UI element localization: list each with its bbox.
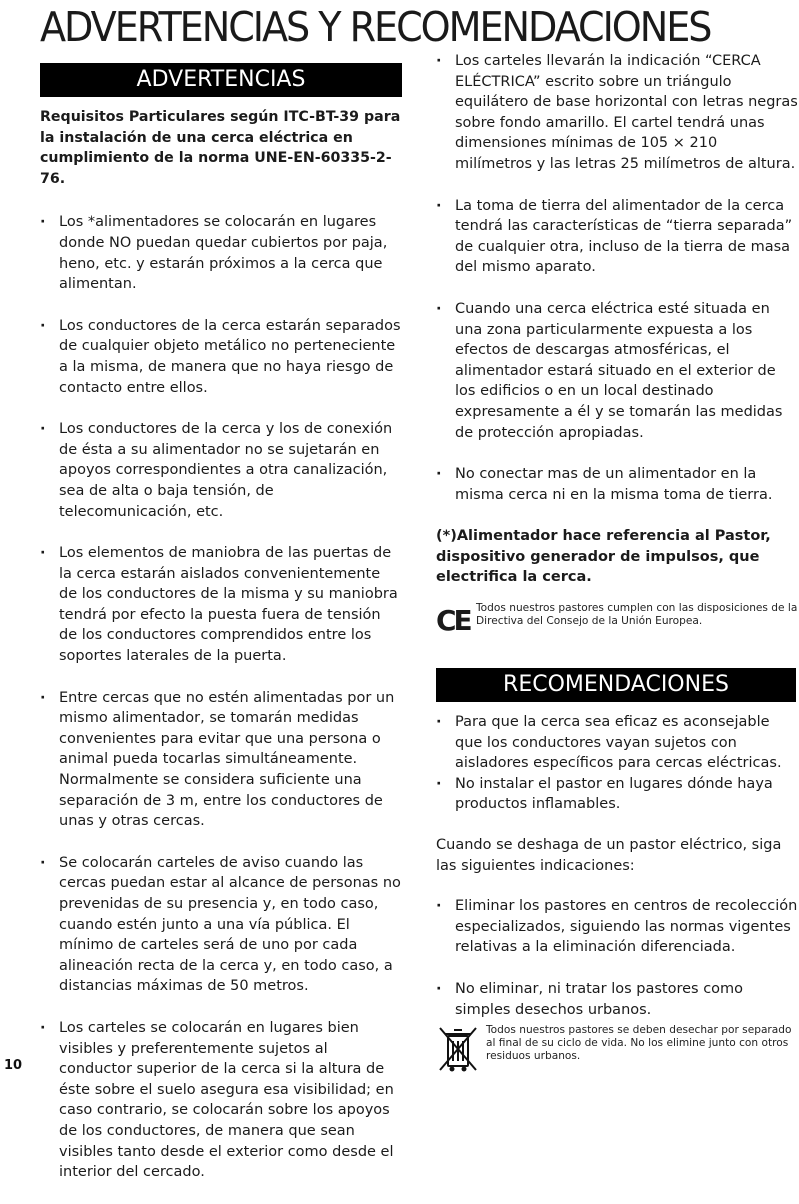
- ce-compliance: [436, 602, 798, 638]
- list-item: · Eliminar los pastores en centros de recolección especializados, siguiendo las normas vigentes relativas a la eliminación diferenciada.: [436, 896, 798, 958]
- advertencias-right-column: [436, 51, 798, 656]
- list-item: · Los *alimentadores se colocarán en lugares donde NO puedan quedar cubiertos por paja, heno, etc. y estarán próximos a la cerca que alimentan.: [40, 212, 402, 294]
- crossed-out-bin-icon: [436, 1024, 480, 1081]
- list-item: · Los carteles llevarán la indicación “CERCA ELÉCTRICA” escrito sobre un triángulo equilátero de base horizontal con letras negras sobre fondo amarillo. El cartel tendrá unas dimensiones mínimas de 105 × 210 milímetros y las letras 25 milímetros de altura.: [436, 51, 798, 175]
- weee-disposal-text: Todos nuestros pastores se deben desechar por separado al final de su ciclo de vida. No los elimine junto con otros residuos urbanos.: [486, 1024, 792, 1062]
- advertencias-heading: ADVERTENCIAS: [40, 63, 402, 97]
- warning-list-left: [40, 212, 402, 1182]
- list-item: · No instalar el pastor en lugares dónde haya productos inflamables.: [436, 774, 798, 815]
- page-title: ADVERTENCIAS Y RECOMENDACIONES: [40, 3, 711, 51]
- alimentador-footnote: (*)Alimentador hace referencia al Pastor, dispositivo generador de impulsos, que electrifica la cerca.: [436, 528, 771, 586]
- list-item: · No eliminar, ni tratar los pastores como simples desechos urbanos.: [436, 979, 798, 1020]
- list-item: · Los conductores de la cerca estarán separados de cualquier objeto metálico no perteneciente a la misma, de manera que no haya riesgo de contacto entre ellos.: [40, 316, 402, 398]
- ce-compliance-text: Todos nuestros pastores cumplen con las disposiciones de la Directiva del Consejo de la Unión Europea.: [476, 602, 798, 627]
- recomendaciones-section: [436, 712, 798, 1081]
- recommendation-list: [436, 712, 798, 815]
- page-number: 10: [4, 1058, 23, 1073]
- warning-list-right: [436, 51, 798, 505]
- list-item: · Entre cercas que no estén alimentadas por un mismo alimentador, se tomarán medidas convenientes para evitar que una persona o animal pueda tocarlas simultáneamente. Normalmente se considera suficiente una separación de 3 m, entre los conductores de unas y otras cercas.: [40, 688, 402, 832]
- requirements-intro: Requisitos Particulares según ITC-BT-39 para la instalación de una cerca eléctrica en cumplimiento de la norma UNE-EN-60335-2-76.: [40, 109, 401, 187]
- list-item: · Para que la cerca sea eficaz es aconsejable que los conductores vayan sujetos con aisladores específicos para cercas eléctricas.: [436, 712, 798, 774]
- disposal-intro: Cuando se deshaga de un pastor eléctrico, siga las siguientes indicaciones:: [436, 836, 782, 874]
- list-item: · La toma de tierra del alimentador de la cerca tendrá las características de “tierra separada” de cualquier otra, incluso de la tierra de masa del mismo aparato.: [436, 196, 798, 278]
- disposal-list: [436, 896, 798, 1020]
- list-item: · Los carteles se colocarán en lugares bien visibles y preferentemente sujetos al conductor superior de la cerca si la altura de éste sobre el suelo asegura esa visibilidad; en caso contrario, se colocarán sobre los apoyos de los conductores, de manera que sean visibles tanto desde el exterior como desde el interior del cercado.: [40, 1018, 402, 1183]
- list-item: · No conectar mas de un alimentador en la misma cerca ni en la misma toma de tierra.: [436, 464, 798, 505]
- list-item: · Se colocarán carteles de aviso cuando las cercas puedan estar al alcance de personas no prevenidas de su presencia y, en todo caso, cuando estén junto a una vía pública. El mínimo de carteles será de uno por cada alineación recta de la cerca y, en todo caso, a distancias máximas de 50 metros.: [40, 853, 402, 997]
- recomendaciones-heading: RECOMENDACIONES: [436, 668, 796, 702]
- weee-disposal-notice: [436, 1024, 798, 1081]
- list-item: · Los elementos de maniobra de las puertas de la cerca estarán aislados convenientemente de los conductores de la misma y su maniobra tendrá por efecto la puesta fuera de tensión de los conductores comprendidos entre los soportes laterales de la puerta.: [40, 543, 402, 667]
- list-item: · Los conductores de la cerca y los de conexión de ésta a su alimentador no se sujetarán en apoyos correspondientes a otra canalización, sea de alta o baja tensión, de telecomunicación, etc.: [40, 419, 402, 522]
- advertencias-left-column: [40, 107, 402, 1204]
- ce-mark-icon: CE: [436, 604, 470, 638]
- list-item: · Cuando una cerca eléctrica esté situada en una zona particularmente expuesta a los efectos de descargas atmosféricas, el alimentador estará situado en el exterior de los edificios o en un local destinado expresamente a él y se tomarán las medidas de protección apropiadas.: [436, 299, 798, 443]
